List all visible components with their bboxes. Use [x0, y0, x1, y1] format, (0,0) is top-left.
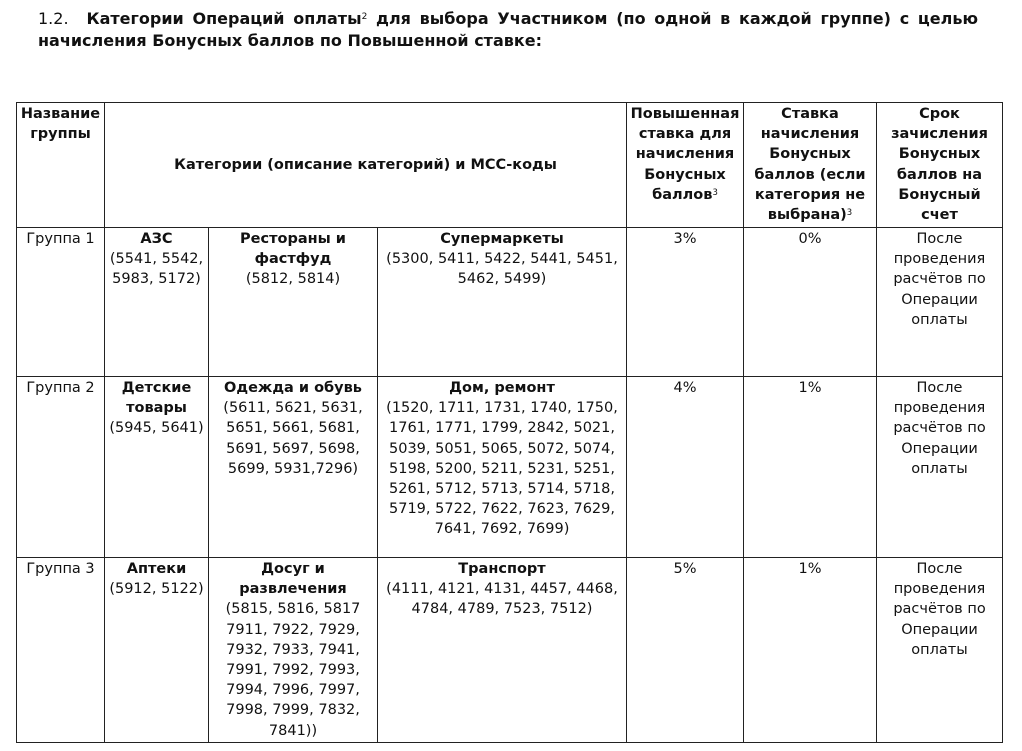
mcc-codes: (5912, 5122)	[109, 581, 204, 598]
rate-base-value: 1%	[744, 558, 877, 743]
category-cell	[378, 377, 627, 558]
table-row	[17, 228, 1003, 377]
category-cell	[378, 558, 627, 743]
category-name: АЗС	[140, 231, 173, 247]
section-heading	[38, 8, 978, 52]
category-cell	[105, 377, 209, 558]
header-term: Срок зачисления Бонусных баллов на Бонусный счет	[877, 103, 1003, 228]
rate-base-footnote-mark: 3	[846, 208, 853, 219]
category-cell	[209, 377, 378, 558]
header-row	[17, 103, 1003, 228]
category-cell	[105, 558, 209, 743]
header-group-name: Название группы	[17, 103, 105, 228]
group-name: Группа 1	[17, 228, 105, 377]
mcc-codes: (1520, 1711, 1731, 1740, 1750, 1761, 1771, 1799, 2842, 5021, 5039, 5051, 5065, 5072, 5074, 5198, 5200, 5211, 5231, 5251, 5261, 5712, 5713, 5714, 5718, 5719, 5722, 7622, 7623, 7629, 7641, 7692, 7699)	[386, 400, 618, 538]
category-name: Аптеки	[126, 561, 187, 577]
categories-table	[16, 102, 1003, 743]
category-cell	[209, 228, 378, 377]
category-name: Детские товары	[121, 380, 192, 417]
category-name: Досуг и развлечения	[239, 561, 347, 598]
category-cell	[105, 228, 209, 377]
rate-high-value: 4%	[627, 377, 744, 558]
term-value: После проведения расчётов по Операции оплаты	[877, 228, 1003, 377]
table-row	[17, 558, 1003, 743]
heading-text-part-2: для выбора Участником (по одной в каждой группе) с целью начисления Бонусных баллов по Повышенной ставке:	[38, 9, 978, 50]
mcc-codes: (4111, 4121, 4131, 4457, 4468, 4784, 4789, 7523, 7512)	[386, 581, 618, 618]
mcc-codes: (5945, 5641)	[109, 420, 204, 437]
mcc-codes: (5815, 5816, 5817 7911, 7922, 7929, 7932, 7933, 7941, 7991, 7992, 7993, 7994, 7996, 7997, 7998, 7999, 7832, 7841))	[225, 601, 361, 739]
rate-base-value: 0%	[744, 228, 877, 377]
mcc-codes: (5300, 5411, 5422, 5441, 5451, 5462, 5499)	[386, 251, 618, 288]
category-name: Одежда и обувь	[224, 380, 362, 396]
category-cell	[209, 558, 378, 743]
mcc-codes: (5611, 5621, 5631, 5651, 5661, 5681, 5691, 5697, 5698, 5699, 5931,7296)	[223, 400, 363, 477]
rate-base-value: 1%	[744, 377, 877, 558]
heading-text-part-1: Категории Операций оплаты	[86, 9, 362, 28]
category-name: Рестораны и фастфуд	[240, 231, 346, 268]
group-name: Группа 2	[17, 377, 105, 558]
category-name: Супермаркеты	[440, 231, 564, 247]
rate-high-value: 3%	[627, 228, 744, 377]
table-row	[17, 377, 1003, 558]
category-name: Транспорт	[458, 561, 546, 577]
category-name: Дом, ремонт	[449, 380, 555, 396]
mcc-codes: (5812, 5814)	[245, 271, 341, 288]
mcc-codes: (5541, 5542, 5983, 5172)	[109, 251, 204, 288]
heading-footnote-mark: 2	[361, 12, 368, 22]
header-categories: Категории (описание категорий) и МСС-коды	[105, 103, 627, 228]
category-cell	[378, 228, 627, 377]
term-value: После проведения расчётов по Операции оплаты	[877, 558, 1003, 743]
section-number: 1.2.	[38, 9, 69, 28]
rate-high-footnote-mark: 3	[712, 187, 718, 198]
term-value: После проведения расчётов по Операции оплаты	[877, 377, 1003, 558]
group-name: Группа 3	[17, 558, 105, 743]
header-rate-base: Ставка начисления Бонусных баллов (если категория не выбрана)$^3$	[744, 103, 877, 228]
rate-high-value: 5%	[627, 558, 744, 743]
header-rate-high: Повышенная ставка для начисления Бонусных баллов$^3$	[627, 103, 744, 228]
